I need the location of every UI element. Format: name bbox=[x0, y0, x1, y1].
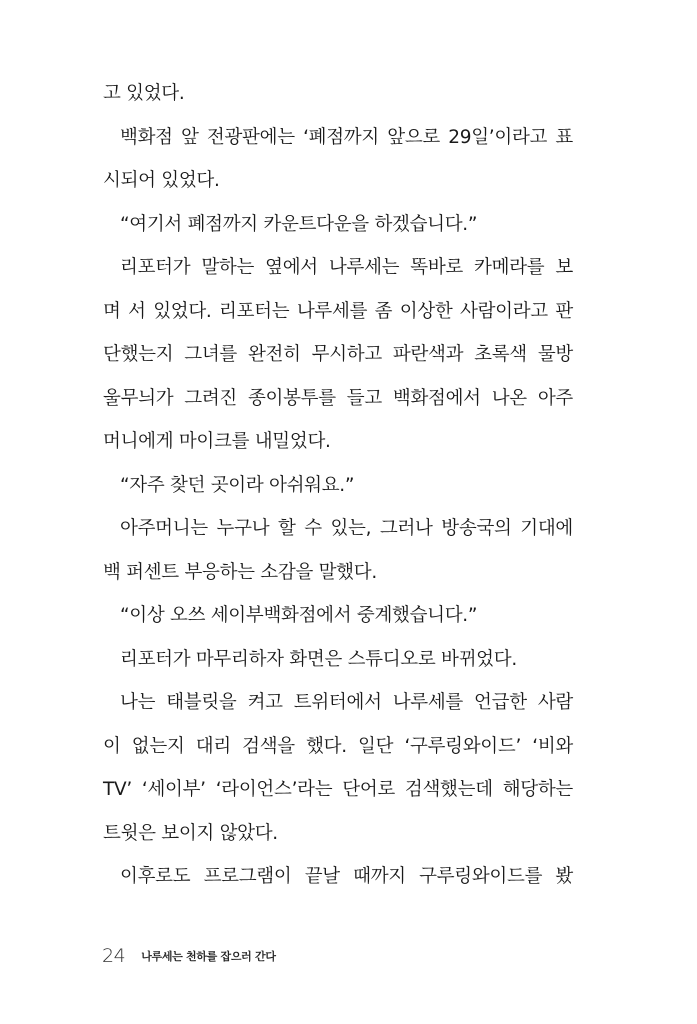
text-line: 이 없는지 대리 검색을 했다. 일단 ‘구루링와이드’ ‘비와 bbox=[103, 735, 573, 757]
text-line: 이후로도 프로그램이 끝날 때까지 구루링와이드를 봤 bbox=[120, 866, 573, 887]
text-line: 머니에게 마이크를 내밀었다. bbox=[103, 431, 331, 452]
text-line: “이상 오쓰 세이부백화점에서 중계했습니다.” bbox=[120, 605, 478, 626]
text-line: 리포터가 마무리하자 화면은 스튜디오로 바뀌었다. bbox=[120, 648, 517, 670]
text-line: 아주머니는 누구나 할 수 있는, 그러나 방송국의 기대에 bbox=[120, 518, 573, 539]
text-line: 단했는지 그녀를 완전히 무시하고 파란색과 초록색 물방 bbox=[103, 344, 573, 365]
text-line: 백화점 앞 전광판에는 ‘폐점까지 앞으로 29일’이라고 표 bbox=[120, 126, 573, 148]
text-line: “여기서 폐점까지 카운트다운을 하겠습니다.” bbox=[120, 213, 478, 235]
text-line: TV’ ‘세이부’ ‘라이언스’라는 단어로 검색했는데 해당하는 bbox=[103, 779, 573, 800]
page-number: 24 bbox=[102, 945, 126, 967]
page-body bbox=[103, 72, 573, 899]
text-line: 고 있었다. bbox=[103, 83, 185, 104]
text-line: 백 퍼센트 부응하는 소감을 말했다. bbox=[103, 561, 377, 583]
text-line: 트윗은 보이지 않았다. bbox=[103, 822, 278, 844]
text-line: 울무늬가 그려진 종이봉투를 들고 백화점에서 나온 아주 bbox=[103, 387, 573, 409]
running-title: 나루세는 천하를 잡으러 간다 bbox=[141, 950, 276, 963]
text-line: 시되어 있었다. bbox=[103, 170, 220, 191]
text-line: “자주 찾던 곳이라 아쉬워요.” bbox=[120, 474, 355, 496]
text-line: 리포터가 말하는 옆에서 나루세는 똑바로 카메라를 보 bbox=[120, 257, 573, 278]
text-line: 며 서 있었다. 리포터는 나루세를 좀 이상한 사람이라고 판 bbox=[103, 300, 573, 322]
page-footer bbox=[102, 942, 276, 970]
text-line: 나는 태블릿을 켜고 트위터에서 나루세를 언급한 사람 bbox=[120, 692, 573, 713]
